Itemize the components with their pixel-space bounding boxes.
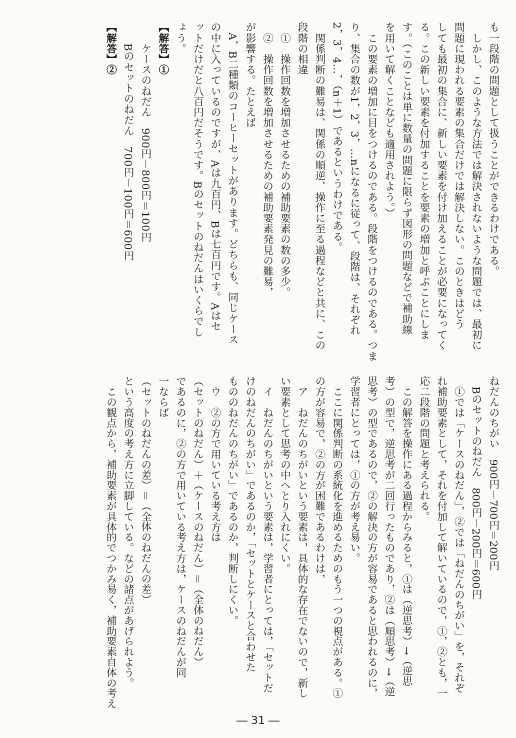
text-column: ア ねだんのちがいという要素は，具体的な存在でないので，新し [295,376,308,699]
text-column: の方が容易で，②の方が困難であるわけは， [313,376,325,584]
text-column: 思考）の型であるので，②の解決の方が容易であると思われるのに， [365,376,378,699]
text-column: 【解答】② [104,22,117,75]
text-column: もののねだんのちがい」であるのか，判断しにくい。 [226,376,238,626]
text-column: A，B二種類のコーヒーセットがあります。どちらも、同じケース [226,22,238,345]
text-column: れ補助要素として，それを付加して解いているので，①，②とも，一 [434,376,447,699]
text-column: ょう。 [173,22,186,54]
text-column: も一段階の問題として扱うことができるわけである。 [487,22,499,277]
text-column: （セットのねだんの差）＝（全体のねだんの差） [139,376,151,605]
text-column: す。（このことは単に数量の問題に限らず図形の問題などで補助線 [400,22,412,335]
text-column: という高度の考え方に立脚している。などの諸点があげられよう。 [121,376,134,688]
text-column: 学習者にとっては，①の方が考え易い。 [347,376,360,564]
text-column: Bのセットのねだん 700円－100円＝600円 [121,22,134,261]
text-column: 考）の型で，逆思考が二回行ったものであり，②は（順思考）→（逆 [382,376,395,697]
text-column: Bのセットのねだん 800円－200円＝600円 [469,376,482,600]
text-column: 段階の相違 [295,22,308,75]
text-column: （セットのねだん）＋（ケースのねだん）＝（全体のねだん） [191,376,204,668]
text-column: 2，3，4…，（n＋1）であるというわけである。 [330,22,343,253]
text-column: この要素の増加に目をつけるのである。段階をつけるのである。つま [365,22,378,362]
text-column: であるのに，②の方で用いている考え方は，ケースのねだんが同 [173,376,186,678]
text-column: けのねだんのちがい」であるのか，「セットとケースと合わせた [243,376,256,673]
text-column: イ ねだんのちがいという要素は，学習者にとっては，「セットだ [260,376,273,694]
text-column: 応二段階の問題と考えられる。 [417,376,430,522]
text-column: り、集合の数が1，2，3，…nになるに従って、段階は、それぞれ [347,22,360,336]
text-column: ② 操作回数を増加させるための補助要素発見の難易， [260,22,273,298]
text-column: ここに関係判断の系統化を進めるためのもう一つの視点がある。① [330,376,343,699]
text-column: る。この新しい要素を付加することを要素の増加と呼ぶことにしま [417,22,430,340]
text-column: 関係判断の難易は、関係の順逆、操作に至る過程などと共に、この [313,22,325,351]
page-number: ― 31 ― [236,714,280,727]
text-column: ケースのねだん 900円－800円＝100円 [139,22,151,243]
text-column: 【解答】① [156,22,169,75]
text-column: が影響する。たとえば [243,22,256,128]
text-column: ①では「ケースのねだん」，②では「ねだんのちがい」を，それぞ [452,376,465,694]
text-column: ットだけだと八百円だそうです。Bのセットのねだんはいくらでし [191,22,204,338]
text-column: ウ ②の方で用いている考え方は [208,376,221,543]
text-column: 一ならば [156,376,169,418]
text-column: ① 操作回数を増加させるための補助要素の数の多少。 [278,22,291,298]
text-column: しても最初の集合に、新しい要素を付け加えることが必要になってく [434,22,447,351]
text-column: い要素として思考の中へとり入れにくい。 [278,376,291,574]
text-column: ねだんのちがい 900円－700円＝200円 [487,376,499,571]
text-column: 問題に現われる要素の集合だけでは解決しない。このときはどう [452,22,465,330]
text-column: を用いて解くことなども適用されよう。） [382,22,395,219]
text-column: の中に入っているのですが、Aは九百円、Bは七百円です。Aはセ [208,22,221,332]
text-column: この解答を操作にある過程からみると，①は（逆思考）→（逆思 [400,376,412,687]
text-column: しかし、このような方法では解決されないような問題では、最初に [469,22,482,351]
text-column: この観点から，補助要素が具体的でつかみ易く，補助要素自体の考え [104,376,117,709]
